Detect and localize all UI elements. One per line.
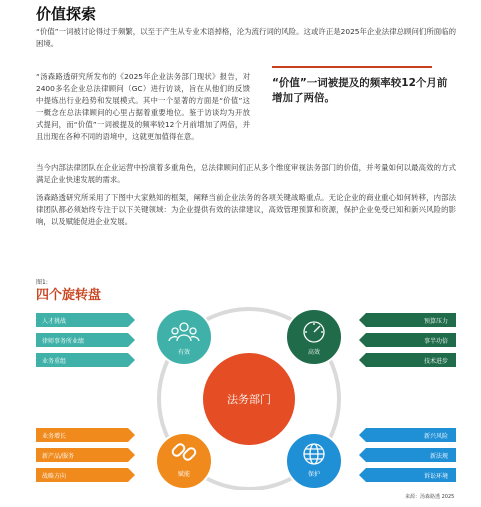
four-dials-diagram (36, 300, 456, 490)
pull-quote-rule (272, 66, 432, 68)
arrow-tech-label: 技术进步 (423, 358, 448, 365)
right-bottom-arrows (359, 428, 456, 482)
arrow-restructure-label: 业务重组 (42, 358, 67, 365)
arrow-budget-label: 预算压力 (423, 318, 448, 325)
arrow-lawfirm-label: 律师事务所业绩 (42, 338, 85, 345)
figure-source: 来源：汤森路透 2025 (405, 494, 455, 500)
right-top-arrows (359, 313, 456, 367)
node-effective-label: 有效 (177, 349, 191, 356)
node-efficient-label: 高效 (307, 349, 321, 356)
arrow-efficiency-label: 事半功倍 (423, 338, 448, 345)
intro-paragraph: “价值”一词被讨论得过于频繁，以至于产生从专业术语掉格，沦为流行词的风险。这或许正是2025年企业法律总顾问们所面临的困境。 (36, 27, 456, 48)
arrow-emerging-risk-label: 新兴风险 (423, 433, 448, 440)
arrow-regulation-label: 新法规 (429, 453, 448, 460)
node-enable-label: 赋能 (177, 471, 191, 478)
center-label: 法务部门 (227, 393, 271, 406)
arrow-talent-label: 人才挑战 (42, 318, 67, 325)
report-paragraph: “汤森路透研究所发布的《2025年企业法务部门现状》报告，对2400多名企业总法律顾问（GC）进行访谈，旨在从他们的反馈中提炼出行业趋势和发展模式。其中一个显著的方面是“价值”这一概念在总法律顾问的心里占据着重要地位。鉴于访谈均为开放式提问，而“价值”一词被提及的频率较12个月前增加了两倍，并且出现在各种不同的语境中，这就更加值得在意。 (36, 72, 250, 141)
left-bottom-arrows (36, 428, 135, 482)
arrow-strategy-label: 战略方向 (42, 473, 67, 480)
left-top-arrows (36, 313, 135, 367)
page-title: 价值探索 (36, 5, 97, 23)
framework-paragraph: 汤森路透研究所采用了下图中大家熟知的框架，阐释当前企业法务的各项关键战略重点。无论企业的商业重心如何转移，内部法律团队都必须始终专注于以下关键领域：为企业提供有效的法律建议，高效管理预算和资源，保护企业免受已知和新兴风险的影响，以及赋能促进企业发展。 (36, 193, 456, 226)
node-effective (156, 309, 212, 365)
node-protect (286, 433, 342, 489)
roles-paragraph: 当今内部法律团队在企业运营中扮演着多重角色，总法律顾问们正从多个维度审视法务部门的价值，并考量如何以最高效的方式满足企业快速发展的需求。 (36, 163, 456, 184)
arrow-litigation-label: 诉讼环境 (423, 473, 448, 480)
node-protect-label: 保护 (307, 471, 321, 478)
node-efficient (286, 309, 342, 365)
arrow-newproducts-label: 新产品/服务 (42, 453, 75, 460)
node-enable (156, 433, 212, 489)
arrow-growth-label: 业务增长 (42, 433, 67, 440)
figure-title: 四个旋转盘 (36, 288, 102, 303)
pull-quote: “价值”一词被提及的频率较12个月前增加了两倍。 (272, 77, 448, 104)
figure-label: 图1: (36, 279, 48, 286)
